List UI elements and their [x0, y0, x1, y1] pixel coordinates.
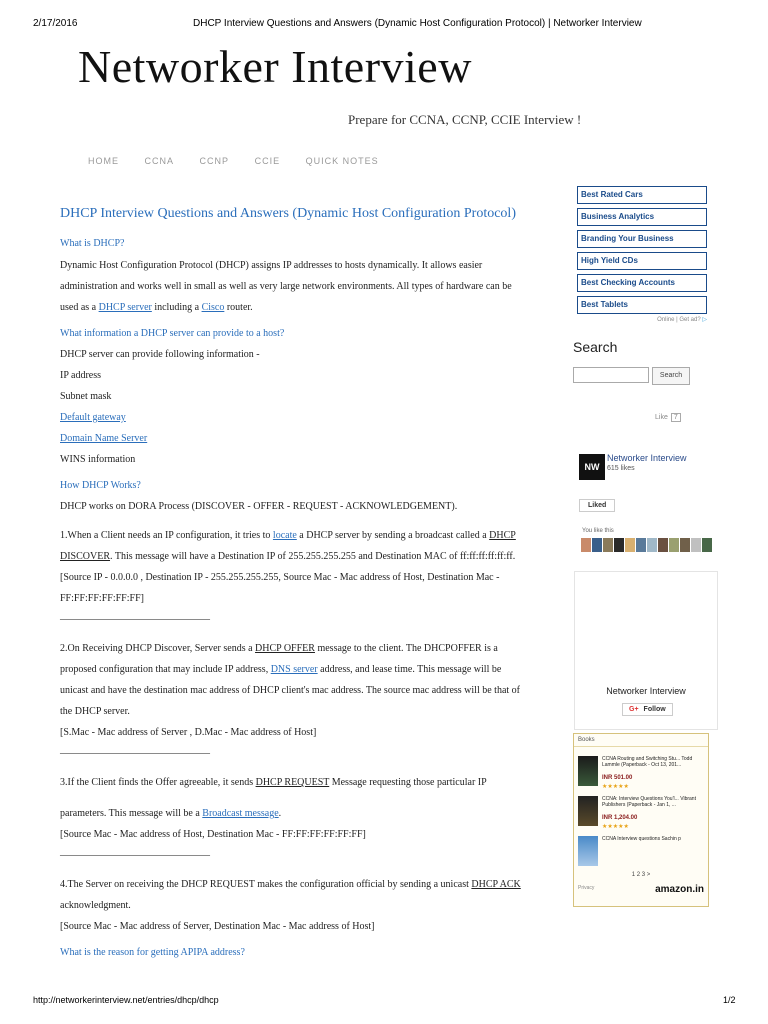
like-count: 7: [671, 413, 681, 422]
separator-line: ———————————————: [60, 850, 210, 861]
step-text: 2.On Receiving DHCP Discover, Server sends a: [60, 643, 256, 654]
main-nav: [88, 156, 401, 166]
ad-link[interactable]: Best Tablets: [577, 296, 707, 314]
rating-stars-icon: ★★★★★: [602, 784, 629, 790]
step-text: acknowledgment.: [60, 900, 131, 911]
book-cover[interactable]: [578, 796, 598, 826]
dhcp-ack-term: DHCP ACK: [471, 879, 521, 890]
ad-link[interactable]: Branding Your Business: [577, 230, 707, 248]
step-1: [60, 525, 532, 567]
amazon-books-widget: [573, 733, 709, 907]
fb-friend-avatars: [581, 538, 712, 552]
step-text: message to the client. The DHCPOFFER is a proposed configuration that may include IP address,: [60, 643, 498, 675]
avatar[interactable]: [658, 538, 668, 552]
fb-you-like: You like this: [582, 528, 614, 534]
print-page-title: DHCP Interview Questions and Answers (Dynamic Host Configuration Protocol) | Networker Interview: [193, 18, 642, 29]
book-price: INR 501.00: [602, 775, 633, 781]
books-privacy[interactable]: Privacy: [578, 885, 595, 891]
books-heading: Books: [574, 734, 708, 747]
avatar[interactable]: [581, 538, 591, 552]
nav-ccna[interactable]: CCNA: [144, 156, 175, 166]
print-page-number: 1/2: [723, 995, 736, 1005]
avatar[interactable]: [614, 538, 624, 552]
step-3-cont: [60, 803, 532, 824]
gplus-icon: G+: [629, 706, 639, 713]
cisco-link[interactable]: Cisco: [201, 302, 225, 313]
question-how-dhcp-works: How DHCP Works?: [60, 480, 141, 491]
book-title[interactable]: CCNA Routing and Switching Stu... Todd Lammle (Paperback - Oct 13, 201...: [602, 756, 693, 768]
domain-name-server-link[interactable]: Domain Name Server: [60, 433, 148, 444]
answer-text: router.: [224, 302, 253, 313]
book-title[interactable]: CCNA Interview questions Sachin p: [602, 836, 681, 842]
answer-text: Dynamic Host Configuration Protocol (DHCP) assigns IP addresses to hosts dynamically. It allows easier administration and works well in small as well as very large network environments. All types of hardware can be used as a: [60, 260, 512, 313]
fb-likes-count: 615 likes: [607, 465, 635, 472]
locate-link[interactable]: locate: [272, 530, 297, 541]
ad-link[interactable]: Best Rated Cars: [577, 186, 707, 204]
avatar[interactable]: [603, 538, 613, 552]
step-text: a DHCP server by sending a broadcast called a: [296, 530, 490, 541]
search-button[interactable]: Search: [652, 367, 690, 385]
post-content: [60, 206, 532, 958]
dns-server-link[interactable]: DNS server: [270, 664, 318, 675]
adchoices-icon: ▷: [702, 317, 707, 323]
book-price: INR 1,204.00: [602, 815, 638, 821]
dhcp-request-term: DHCP REQUEST: [255, 777, 330, 788]
info-item: WINS information: [60, 454, 136, 465]
step-text: .: [278, 808, 282, 819]
step-2: [60, 638, 532, 722]
answer-text: including a: [151, 302, 202, 313]
step-text: 3.If the Client finds the Offer agreeable, it sends: [60, 777, 256, 788]
avatar[interactable]: [647, 538, 657, 552]
avatar[interactable]: [691, 538, 701, 552]
like-label: Like: [655, 414, 668, 421]
site-title[interactable]: Networker Interview: [78, 41, 472, 92]
step-2-detail: [S.Mac - Mac address of Server , D.Mac - Mac address of Host]: [60, 727, 317, 738]
nav-ccnp[interactable]: CCNP: [199, 156, 230, 166]
avatar[interactable]: [625, 538, 635, 552]
ad-link[interactable]: Business Analytics: [577, 208, 707, 226]
answer-text: DHCP works on DORA Process (DISCOVER - OFFER - REQUEST - ACKNOWLEDGEMENT).: [60, 501, 458, 512]
book-cover[interactable]: [578, 756, 598, 786]
amazon-logo[interactable]: amazon.in: [655, 884, 704, 895]
fb-liked-button[interactable]: Liked: [579, 499, 615, 512]
avatar[interactable]: [680, 538, 690, 552]
follow-label: Follow: [643, 706, 666, 713]
avatar[interactable]: [636, 538, 646, 552]
like-widget[interactable]: [655, 414, 681, 421]
nav-ccie[interactable]: CCIE: [254, 156, 281, 166]
site-tagline: Prepare for CCNA, CCNP, CCIE Interview !: [348, 112, 582, 127]
ad-link[interactable]: Best Checking Accounts: [577, 274, 707, 292]
print-date: 2/17/2016: [33, 18, 78, 29]
question-what-is-dhcp: What is DHCP?: [60, 238, 125, 249]
step-text: address, and lease time. This message will be unicast and have the destination mac address of DHCP client's mac address. The source mac address will be that of the DHCP server.: [60, 664, 520, 717]
nav-home[interactable]: HOME: [88, 156, 119, 166]
fb-page-name[interactable]: Networker Interview: [607, 453, 687, 463]
google-plus-widget: [574, 571, 718, 730]
search-heading: Search: [573, 339, 618, 355]
step-text: 4.The Server on receiving the DHCP REQUEST makes the configuration official by sending a unicast: [60, 879, 472, 890]
broadcast-message-link[interactable]: Broadcast message: [202, 808, 279, 819]
book-title[interactable]: CCNA: Interview Questions You'l... Vibrant Publishers (Paperback - Jan 1, ...: [602, 796, 696, 808]
site-logo[interactable]: NW: [579, 454, 605, 480]
books-pagination[interactable]: 1 2 3 >: [631, 872, 651, 878]
gplus-page-name[interactable]: Networker Interview: [606, 686, 686, 696]
step-text: . This message will have a Destination IP of 255.255.255.255 and Destination MAC of ff:ff:ff:ff:ff:ff.: [110, 551, 516, 562]
avatar[interactable]: [702, 538, 712, 552]
nav-quick-notes[interactable]: QUICK NOTES: [305, 156, 379, 166]
step-3-detail: [Source Mac - Mac address of Host, Destination Mac - FF:FF:FF:FF:FF:FF]: [60, 829, 366, 840]
avatar[interactable]: [592, 538, 602, 552]
book-cover[interactable]: [578, 836, 598, 866]
print-url: http://networkerinterview.net/entries/dhcp/dhcp: [33, 995, 219, 1005]
step-4-detail: [Source Mac - Mac address of Server, Destination Mac - Mac address of Host]: [60, 921, 375, 932]
ad-links: [577, 186, 707, 323]
adchoices-label[interactable]: [577, 316, 707, 323]
step-1-detail: [Source IP - 0.0.0.0 , Destination IP - 255.255.255.255, Source Mac - Mac address of Host, Destination Mac - FF:FF:FF:FF:FF:FF]: [60, 572, 500, 604]
info-item: Subnet mask: [60, 391, 112, 402]
separator-line: ———————————————: [60, 614, 210, 625]
question-apipa: What is the reason for getting APIPA address?: [60, 947, 245, 958]
search-input[interactable]: [573, 367, 649, 383]
info-item: IP address: [60, 370, 102, 381]
answer-text: DHCP server can provide following information -: [60, 349, 260, 360]
rating-stars-icon: ★★★★★: [602, 824, 629, 830]
step-3: [60, 772, 532, 793]
step-text: parameters. This message will be a: [60, 808, 203, 819]
separator-line: ———————————————: [60, 748, 210, 759]
dhcp-offer-term: DHCP OFFER: [255, 643, 315, 654]
ad-link[interactable]: High Yield CDs: [577, 252, 707, 270]
dhcp-server-link[interactable]: DHCP server: [98, 302, 152, 313]
step-text: 1.When a Client needs an IP configuration, it tries to: [60, 530, 273, 541]
dhcp-discover-term: DHCP DISCOVER: [60, 530, 516, 562]
adchoices-text: Online | Get ad?: [657, 317, 701, 323]
default-gateway-link[interactable]: Default gateway: [60, 412, 126, 423]
question-dhcp-info: What information a DHCP server can provide to a host?: [60, 328, 285, 339]
avatar[interactable]: [669, 538, 679, 552]
answer-paragraph: [60, 255, 532, 318]
step-4: [60, 874, 532, 916]
gplus-follow-button[interactable]: [622, 703, 673, 716]
step-text: Message requesting those particular IP: [329, 777, 487, 788]
post-title[interactable]: DHCP Interview Questions and Answers (Dynamic Host Configuration Protocol): [60, 206, 516, 221]
